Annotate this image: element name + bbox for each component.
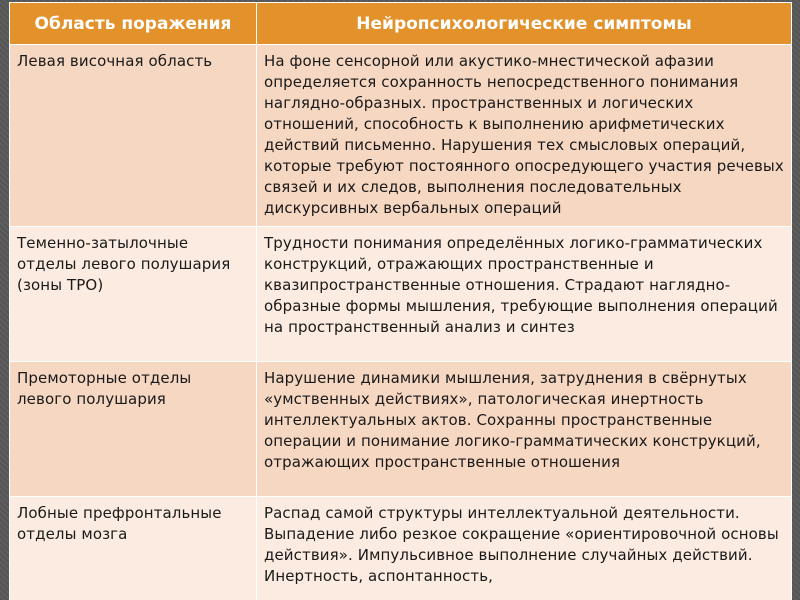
lesion-area-cell: Лобные префронтальные отделы мозга: [10, 497, 257, 600]
symptoms-cell: Трудности понимания определённых логико-грамматических конструкций, отражающих пространственные и квазипространственные отношения. Страдают наглядно-образные формы мышления, требующие выполнения операций на пространственный анализ и синтез: [257, 227, 792, 362]
table-header-row: [10, 3, 792, 45]
symptoms-cell: Распад самой структуры интеллектуальной деятельности. Выпадение либо резкое сокращение «ориентировочной основы действия». Импульсивное выполнение случайных действий. Инертность, аспонтанность,: [257, 497, 792, 600]
table-row: [10, 227, 792, 362]
symptoms-table: [9, 2, 792, 600]
lesion-area-cell: Теменно-затылочные отделы левого полушария (зоны ТРО): [10, 227, 257, 362]
table-row: [10, 497, 792, 600]
symptoms-cell: На фоне сенсорной или акустико-мнестической афазии определяется сохранность непосредственного понимания наглядно-образных. пространственных и логических отношений, способность к выполнению арифметических действий письменно. Нарушения тех смысловых операций, которые требуют постоянного опосредующего участия речевых связей и их следов, выполнения последовательных дискурсивных вербальных операций: [257, 45, 792, 227]
lesion-area-cell: Премоторные отделы левого полушария: [10, 362, 257, 497]
table-row: [10, 362, 792, 497]
table-row: [10, 45, 792, 227]
lesion-area-cell: Левая височная область: [10, 45, 257, 227]
symptoms-cell: Нарушение динамики мышления, затруднения в свёрнутых «умственных действиях», патологическая инертность интеллектуальных актов. Сохранны пространственные операции и понимание логико-грамматических конструкций, отражающих пространственные отношения: [257, 362, 792, 497]
header-lesion-area: Область поражения: [10, 3, 257, 45]
header-symptoms: Нейропсихологические симптомы: [257, 3, 792, 45]
